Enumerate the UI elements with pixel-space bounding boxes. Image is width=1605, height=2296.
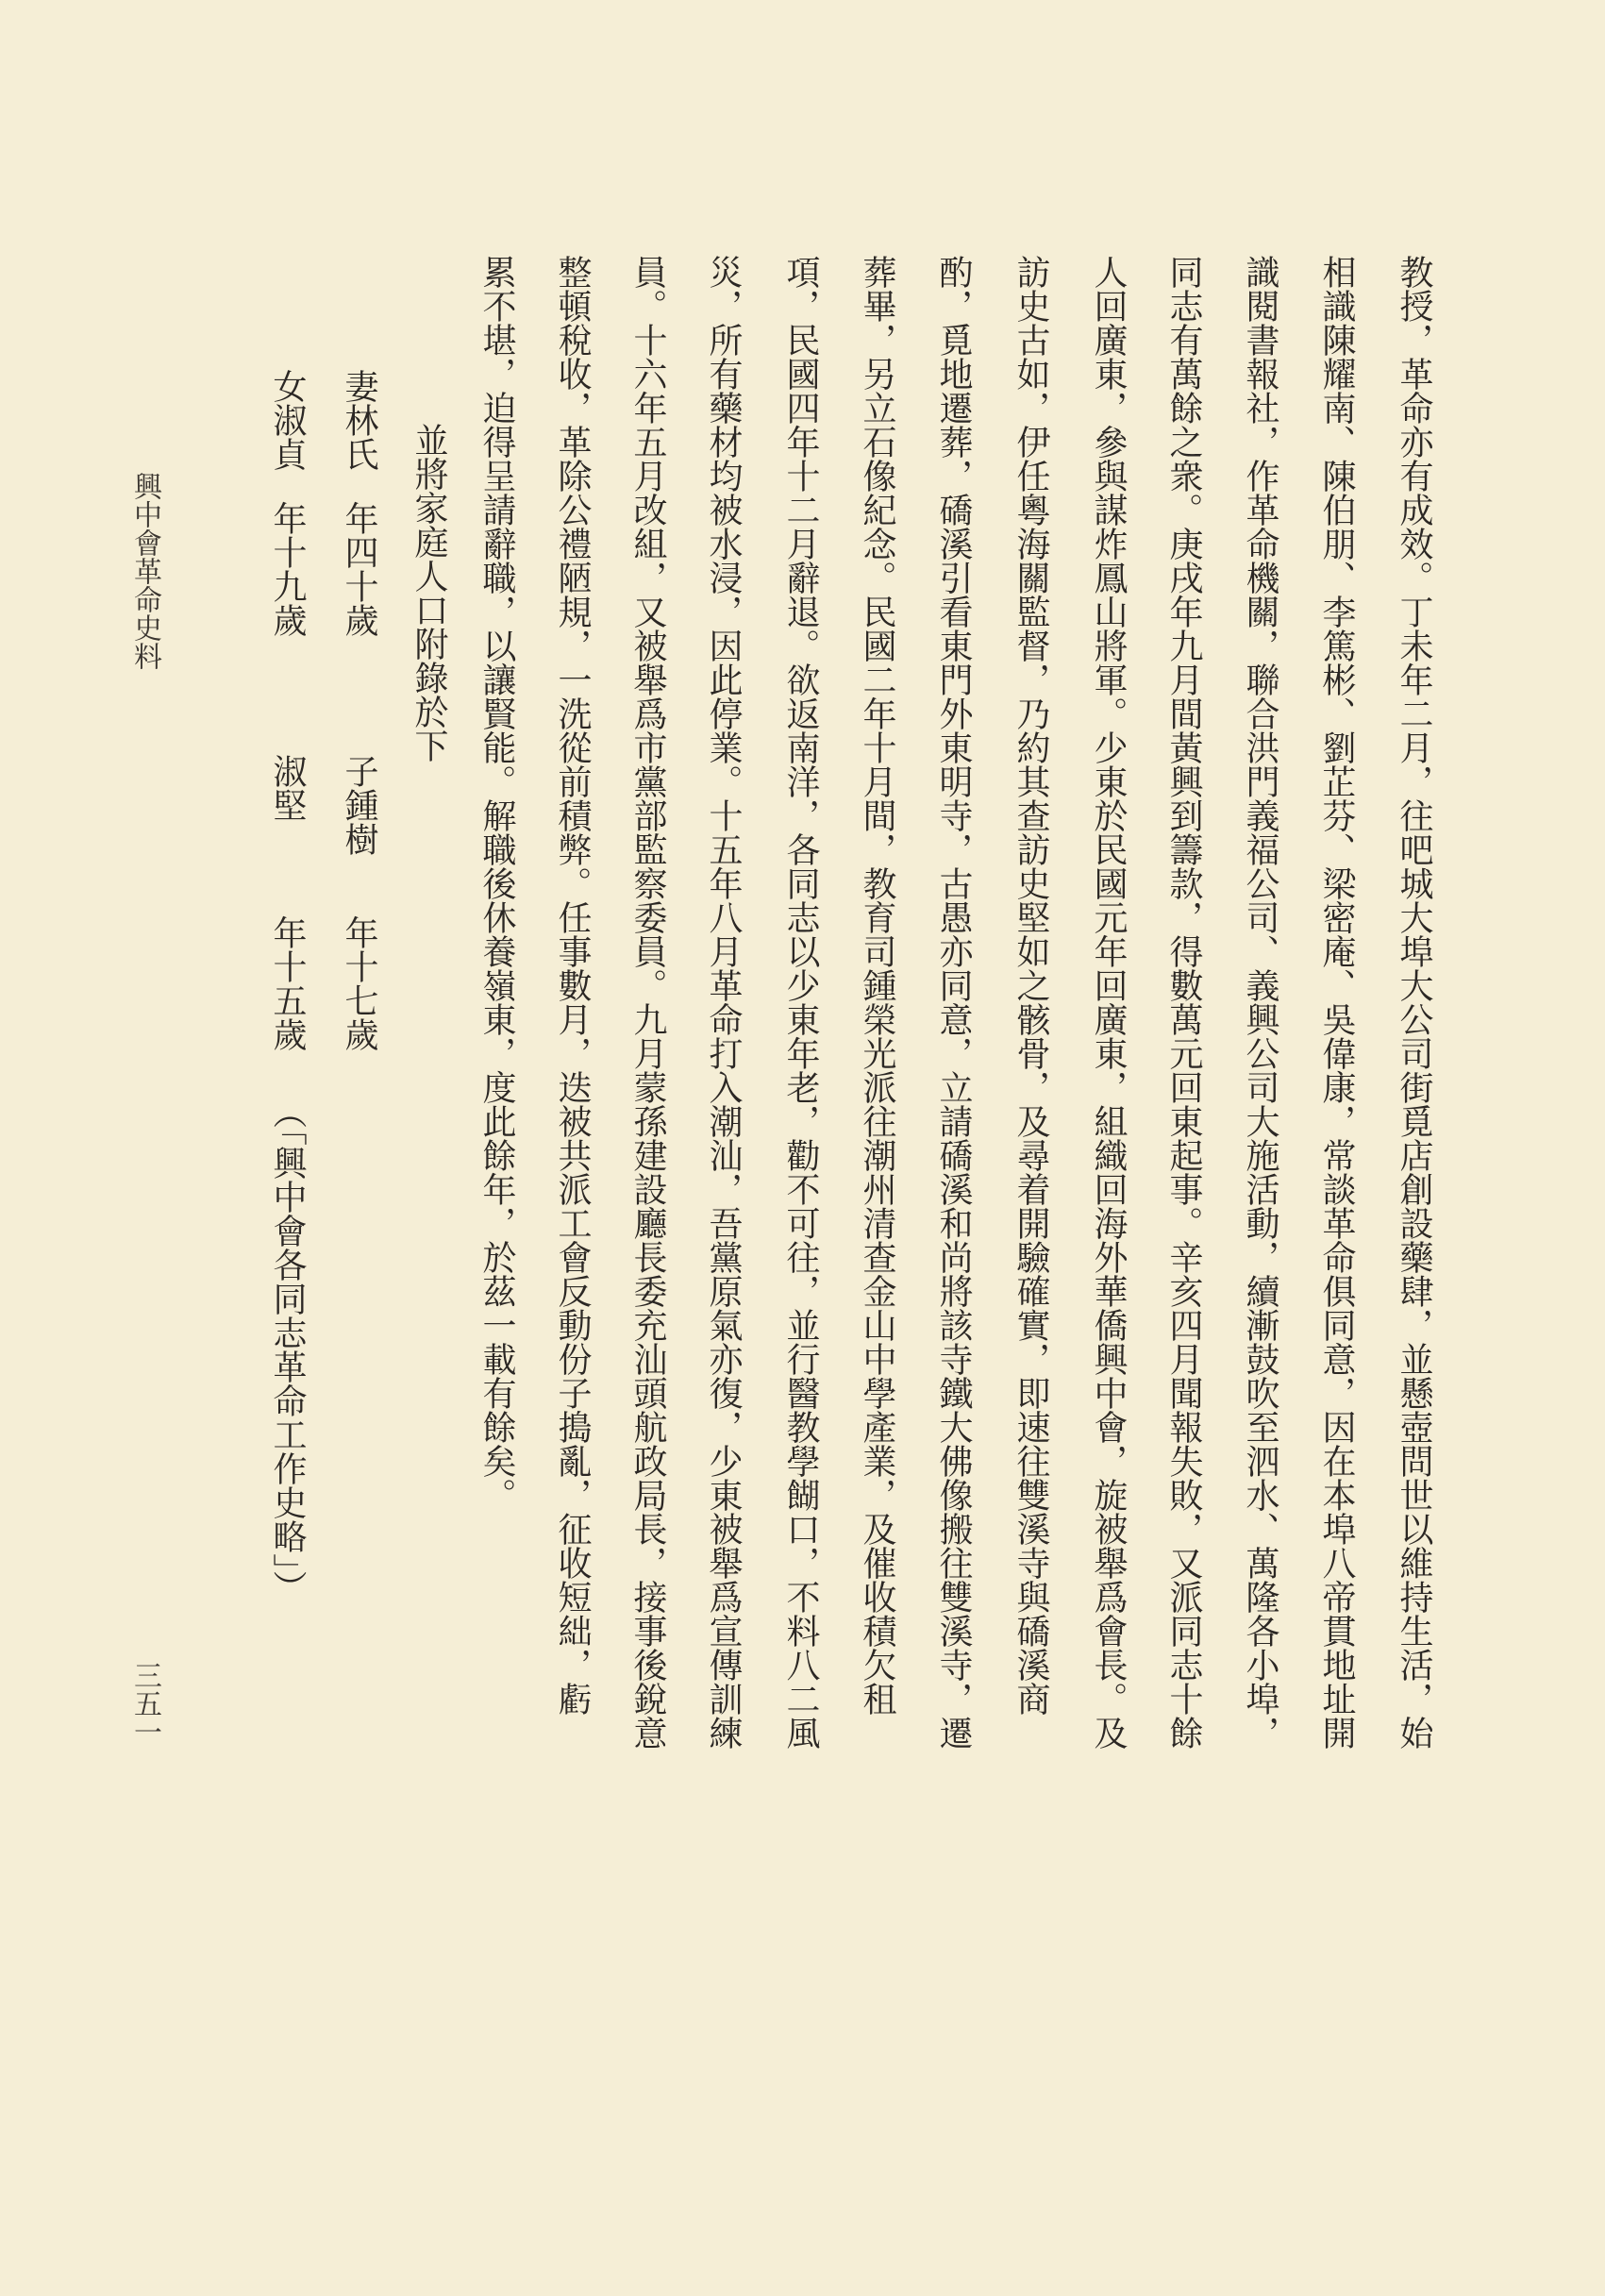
text-column: 員。十六年五月改組，又被舉爲市黨部監察委員。九月蒙孫建設廳長委充汕頭航政局長，接事後銳意 [628, 255, 667, 1750]
text-column: 訪史古如，伊任粵海關監督，乃約其查訪史堅如之骸骨，及尋着開驗確實，即速往雙溪寺與礄溪商 [1011, 255, 1050, 1716]
family-daughter2-name: 淑堅 [268, 754, 307, 822]
family-daughter-age: 年十九歲 [268, 501, 307, 637]
book-title: 興中會革命史料 [128, 472, 161, 670]
family-daughter2-age: 年十五歲 [268, 915, 307, 1051]
text-column: 葬畢，另立石像紀念。民國二年十月間，教育司鍾榮光派往潮州清查金山中學產業，及催收積欠租 [858, 255, 896, 1716]
family-wife-name: 妻林氏 [340, 369, 378, 471]
text-column: 整頓稅收，革除公禮陋規，一洗從前積弊。任事數月，迭被共派工會反動份子搗亂，征收短絀，虧 [553, 255, 592, 1716]
text-column: 酌，覓地遷葬，礄溪引看東門外東明寺，古愚亦同意，立請礄溪和尚將該寺鐵大佛像搬往雙溪寺，遷 [934, 255, 973, 1750]
family-wife-age: 年四十歲 [340, 501, 378, 637]
family-daughter-name: 女淑貞 [268, 369, 307, 471]
text-column: 識閱書報社，作革命機關，聯合洪門義福公司、義興公司大施活動，續漸鼓吹至泗水、萬隆各小埠， [1241, 255, 1279, 1750]
family-son-name: 子鍾樹 [340, 754, 378, 856]
page-number: 三五一 [128, 1661, 161, 1746]
appendix-note: 並將家庭人口附錄於下 [410, 423, 448, 763]
source-note: （「興中會各同志革命工作史略」） [268, 1095, 307, 1604]
text-column: 項，民國四年十二月辭退。欲返南洋，各同志以少東年老，勸不可往，並行醫教學餬口，不料八二風 [781, 255, 820, 1750]
family-son-age: 年十七歲 [340, 915, 378, 1051]
text-column: 人回廣東，參與謀炸鳳山將軍。少東於民國元年回廣東，組織回海外華僑興中會，旋被舉爲會長。及 [1089, 255, 1128, 1750]
text-column: 教授，革命亦有成效。丁未年二月，往吧城大埠大公司街覓店創設藥肆，並懸壺問世以維持生活，始 [1395, 255, 1433, 1750]
text-column: 災，所有藥材均被水浸，因此停業。十五年八月革命打入潮汕，吾黨原氣亦復，少東被舉爲宣傳訓練 [704, 255, 743, 1750]
text-column: 累不堪，迫得呈請辭職，以讓賢能。解職後休養嶺東，度此餘年，於茲一載有餘矣。 [477, 255, 516, 1512]
text-column: 同志有萬餘之衆。庚戌年九月間黃興到籌款，得數萬元回東起事。辛亥四月聞報失敗，又派同志十餘 [1164, 255, 1203, 1750]
text-column: 相識陳耀南、陳伯朋、李篤彬、劉芷芬、梁密庵、吳偉康，常談革命俱同意，因在本埠八帝貫地址開 [1317, 255, 1356, 1750]
